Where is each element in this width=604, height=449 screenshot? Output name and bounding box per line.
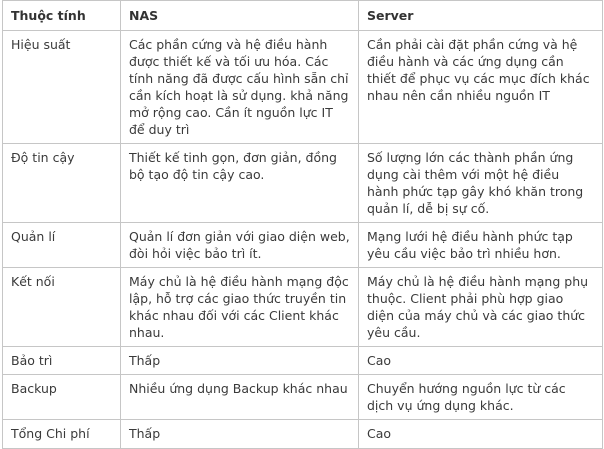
cell-nas: Máy chủ là hệ điều hành mạng độc lập, hỗ trợ các giao thức truyền tin khác nhau đối với các Client khác nhau. [121, 268, 359, 347]
cell-attribute: Quản lí [3, 223, 121, 268]
cell-server: Số lượng lớn các thành phần ứng dụng cài thêm với một hệ điều hành phức tạp gây khó khăn trong quản lí, dễ bị sự cố. [359, 144, 603, 223]
cell-server: Máy chủ là hệ điều hành mạng phụ thuộc. Client phải phù hợp giao diện của máy chủ và các giao thức yêu cầu. [359, 268, 603, 347]
cell-attribute: Kết nối [3, 268, 121, 347]
comparison-table [2, 0, 603, 449]
table-row-management [3, 223, 603, 268]
table-row-total-cost [3, 420, 603, 449]
table-row-backup [3, 375, 603, 420]
cell-nas: Thiết kế tinh gọn, đơn giản, đồng bộ tạo độ tin cậy cao. [121, 144, 359, 223]
table-row-performance [3, 31, 603, 144]
cell-attribute: Hiệu suất [3, 31, 121, 144]
cell-attribute: Backup [3, 375, 121, 420]
cell-attribute: Bảo trì [3, 347, 121, 375]
cell-server: Cần phải cài đặt phần cứng và hệ điều hành và các ứng dụng cần thiết để phục vụ các mục đích khác nhau nên cần nhiều nguồn IT [359, 31, 603, 144]
table-row-reliability [3, 144, 603, 223]
cell-nas: Nhiều ứng dụng Backup khác nhau [121, 375, 359, 420]
cell-server: Cao [359, 347, 603, 375]
cell-nas: Thấp [121, 420, 359, 449]
table-row-maintenance [3, 347, 603, 375]
header-server: Server [359, 1, 603, 31]
cell-nas: Quản lí đơn giản với giao diện web, đòi hỏi việc bảo trì ít. [121, 223, 359, 268]
cell-server: Cao [359, 420, 603, 449]
cell-attribute: Tổng Chi phí [3, 420, 121, 449]
cell-server: Mạng lưới hệ điều hành phức tạp yêu cầu việc bảo trì nhiều hơn. [359, 223, 603, 268]
cell-attribute: Độ tin cậy [3, 144, 121, 223]
header-attribute: Thuộc tính [3, 1, 121, 31]
header-nas: NAS [121, 1, 359, 31]
cell-server: Chuyển hướng nguồn lực từ các dịch vụ ứng dụng khác. [359, 375, 603, 420]
table-row-connection [3, 268, 603, 347]
cell-nas: Các phần cứng và hệ điều hành được thiết kế và tối ưu hóa. Các tính năng đã được cấu hình sẵn chỉ cần kích hoạt là sử dụng. khả năng mở rộng cao. Cần ít nguồn lực IT để duy trì [121, 31, 359, 144]
cell-nas: Thấp [121, 347, 359, 375]
table-header-row [3, 1, 603, 31]
